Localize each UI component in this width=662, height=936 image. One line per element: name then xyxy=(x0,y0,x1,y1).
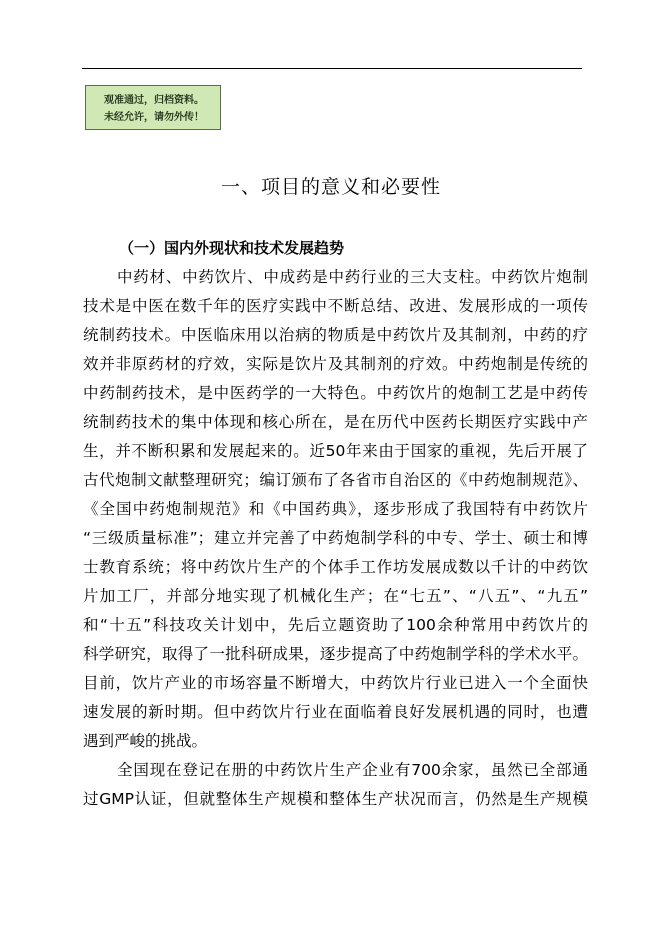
paragraph-1-line: 技术是中医在数千年的医疗实践中不断总结、改进、发展形成的一项传 xyxy=(83,297,588,315)
paragraph-1-line: 统制药技术的集中体现和核心所在，是在历代中医药长期医疗实践中产 xyxy=(83,413,588,431)
paragraph-2-line: 全国现在登记在册的中药饮片生产企业有700余家，虽然已全部通 xyxy=(117,761,588,779)
paragraph-1-line: 统制药技术。中医临床用以治病的物质是中药饮片及其制剂，中药的疗 xyxy=(83,326,588,344)
paragraph-1-line: 片加工厂，并部分地实现了机械化生产；在“七五”、“八五”、“九五” xyxy=(83,587,588,605)
paragraph-1-line: 效并非原药材的疗效，实际是饮片及其制剂的疗效。中药炮制是传统的 xyxy=(83,355,588,373)
paragraph-1-line: 遇到严峻的挑战。 xyxy=(83,732,208,750)
paragraph-1-line: 生，并不断积累和发展起来的。近50年来由于国家的重视，先后开展了 xyxy=(83,442,588,460)
stamp-line-1: 观准通过，归档资料。 xyxy=(104,95,204,106)
paragraph-1-line: 中药制药技术，是中医药学的一大特色。中药饮片的炮制工艺是中药传 xyxy=(83,384,588,402)
subsection-title: （一）国内外现状和技术发展趋势 xyxy=(119,239,345,257)
paragraph-1-line: 目前，饮片产业的市场容量不断增大，中药饮片行业已进入一个全面快 xyxy=(83,674,588,692)
paragraph-1-line: “三级质量标准”；建立并完善了中药炮制学科的中专、学士、硕士和博 xyxy=(83,529,588,547)
paragraph-1-line: 士教育系统；将中药饮片生产的个体手工作坊发展成数以千计的中药饮 xyxy=(83,558,588,576)
header-rule xyxy=(82,68,582,69)
body-text xyxy=(83,263,588,814)
section-title: 一、项目的意义和必要性 xyxy=(220,176,441,198)
paragraph-1-line: 科学研究，取得了一批科研成果，逐步提高了中药炮制学科的学术水平。 xyxy=(83,645,588,663)
stamp-line-2: 未经允许，请勿外传！ xyxy=(104,112,204,123)
paragraph-1-line: 和“十五”科技攻关计划中，先后立题资助了100余种常用中药饮片的 xyxy=(83,616,588,634)
paragraph-2-line: 过GMP认证，但就整体生产规模和整体生产状况而言，仍然是生产规模 xyxy=(83,790,588,808)
confidential-stamp xyxy=(85,85,221,130)
paragraph-1-line: 速发展的新时期。但中药饮片行业在面临着良好发展机遇的同时，也遭 xyxy=(83,703,588,721)
paragraph-1-line: 中药材、中药饮片、中成药是中药行业的三大支柱。中药饮片炮制 xyxy=(117,268,588,286)
paragraph-1-line: 《全国中药炮制规范》和《中国药典》，逐步形成了我国特有中药饮片 xyxy=(83,500,588,518)
paragraph-1-line: 古代炮制文献整理研究；编订颁布了各省市自治区的《中药炮制规范》、 xyxy=(83,471,588,489)
